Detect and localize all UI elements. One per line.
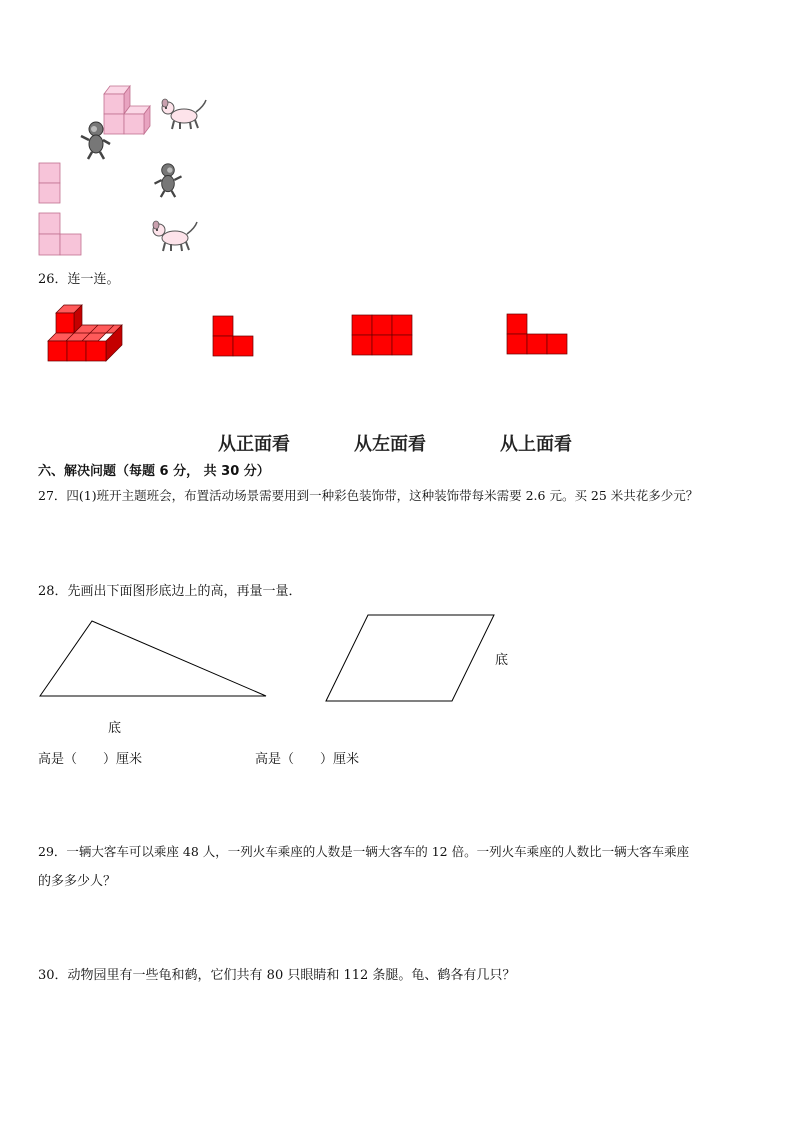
dog-icon (160, 96, 208, 132)
monkey-icon-2 (150, 162, 186, 198)
red-view-l-long (506, 313, 568, 355)
question-30: 30．动物园里有一些龟和鹤，它们共有 80 只眼睛和 112 条腿。龟、鹤各有几只？ (38, 968, 516, 983)
question-28: 28．先画出下面图形底边上的高，再量一量． (38, 584, 302, 599)
question-29-line2: 的多多少人？ (38, 874, 117, 889)
monkey-icon (78, 120, 114, 160)
dog-icon-2 (150, 218, 200, 254)
label-front-view: 从正面看 (218, 434, 290, 455)
pink-view-l-shape (38, 212, 84, 256)
parallelogram-base-label: 底 (495, 653, 509, 668)
section-title: 六、解决问题（每题 6 分， 共 30 分） (38, 464, 270, 479)
question-27: 27．四(1)班开主题班会，布置活动场景需要用到一种彩色装饰带，这种装饰带每米需要 2.6 元。买 25 米共花多少元？ (38, 488, 699, 503)
red-view-l-shape (212, 315, 256, 357)
parallelogram-figure (324, 613, 498, 705)
triangle-height-answer[interactable]: 高是（ ）厘米 (38, 752, 143, 767)
red-cube-solid (46, 303, 126, 363)
parallelogram-height-answer[interactable]: 高是（ ）厘米 (255, 752, 360, 767)
question-29-line1: 29．一辆大客车可以乘座 48 人，一列火车乘座的人数是一辆大客车的 12 倍。一列火车乘座的人数比一辆大客车乘座 (38, 844, 690, 859)
red-view-grid (351, 314, 413, 356)
pink-view-two-stacked (38, 162, 62, 204)
label-top-view: 从上面看 (500, 434, 572, 455)
label-left-view: 从左面看 (354, 434, 426, 455)
triangle-base-label: 底 (108, 721, 122, 736)
triangle-figure (38, 618, 270, 700)
question-26: 26．连一连。 (38, 272, 120, 287)
